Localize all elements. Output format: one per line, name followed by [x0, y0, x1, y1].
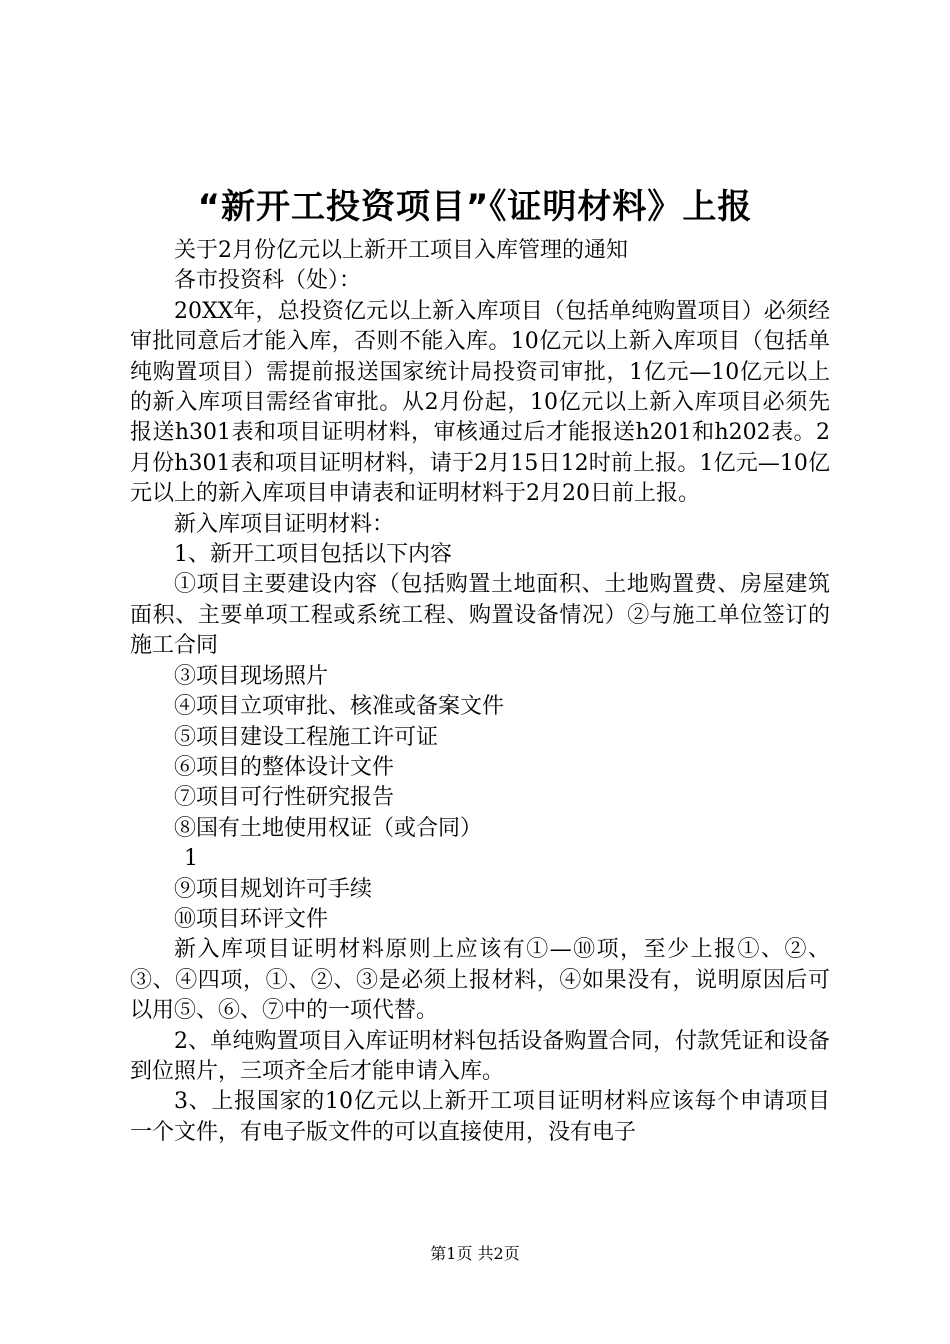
- paragraph-item-1-contents: ①项目主要建设内容（包括购置土地面积、土地购置费、房屋建筑面积、主要单项工程或系统工程、购置设备情况）②与施工单位签订的施工合同: [130, 572, 830, 659]
- list-item-6: ⑥项目的整体设计文件: [174, 754, 395, 780]
- paragraph-materials-heading: 新入库项目证明材料：: [174, 511, 395, 537]
- list-item-10: ⑩项目环评文件: [174, 906, 329, 932]
- document-body: [130, 236, 830, 1148]
- paragraph-addressee: 各市投资科（处）：: [174, 268, 362, 294]
- list-item-3: ③项目现场照片: [174, 663, 329, 689]
- document-title: “新开工投资项目”《证明材料》上报: [197, 187, 753, 227]
- list-item-5: ⑤项目建设工程施工许可证: [174, 724, 439, 750]
- list-item-9: ⑨项目规划许可手续: [174, 876, 373, 902]
- list-item-4: ④项目立项审批、核准或备案文件: [174, 694, 505, 720]
- paragraph-item-3: 3、上报国家的10亿元以上新开工项目证明材料应该每个申请项目一个文件，有电子版文件的可以直接使用，没有电子: [130, 1089, 830, 1145]
- list-item-7: ⑦项目可行性研究报告: [174, 785, 395, 811]
- page-footer: 第1页 共2页: [430, 1244, 520, 1263]
- inline-page-number: 1: [184, 846, 198, 872]
- paragraph-item-2: 2、单纯购置项目入库证明材料包括设备购置合同，付款凭证和设备到位照片，三项齐全后才能申请入库。: [130, 1028, 830, 1084]
- paragraph-main-rules: 20XX年，总投资亿元以上新入库项目（包括单纯购置项目）必须经审批同意后才能入库，否则不能入库。10亿元以上新入库项目（包括单纯购置项目）需提前报送国家统计局投资司审批，1亿元—10亿元以上的新入库项目需经省审批。从2月份起，10亿元以上新入库项目必须先报送h301表和项目证明材料，审核通过后才能报送h201和h202表。2月份h301表和项目证明材料，请于2月15日12时前上报。1亿元—10亿元以上的新入库项目申请表和证明材料于2月20日前上报。: [130, 298, 830, 507]
- paragraph-item-1: 1、新开工项目包括以下内容: [174, 542, 452, 568]
- paragraph-materials-principle: 新入库项目证明材料原则上应该有①—⑩项，至少上报①、②、③、④四项，①、②、③是必须上报材料，④如果没有，说明原因后可以用⑤、⑥、⑦中的一项代替。: [130, 937, 830, 1024]
- list-item-8: ⑧国有土地使用权证（或合同）: [174, 815, 483, 841]
- paragraph-notice-title: 关于2月份亿元以上新开工项目入库管理的通知: [174, 238, 628, 263]
